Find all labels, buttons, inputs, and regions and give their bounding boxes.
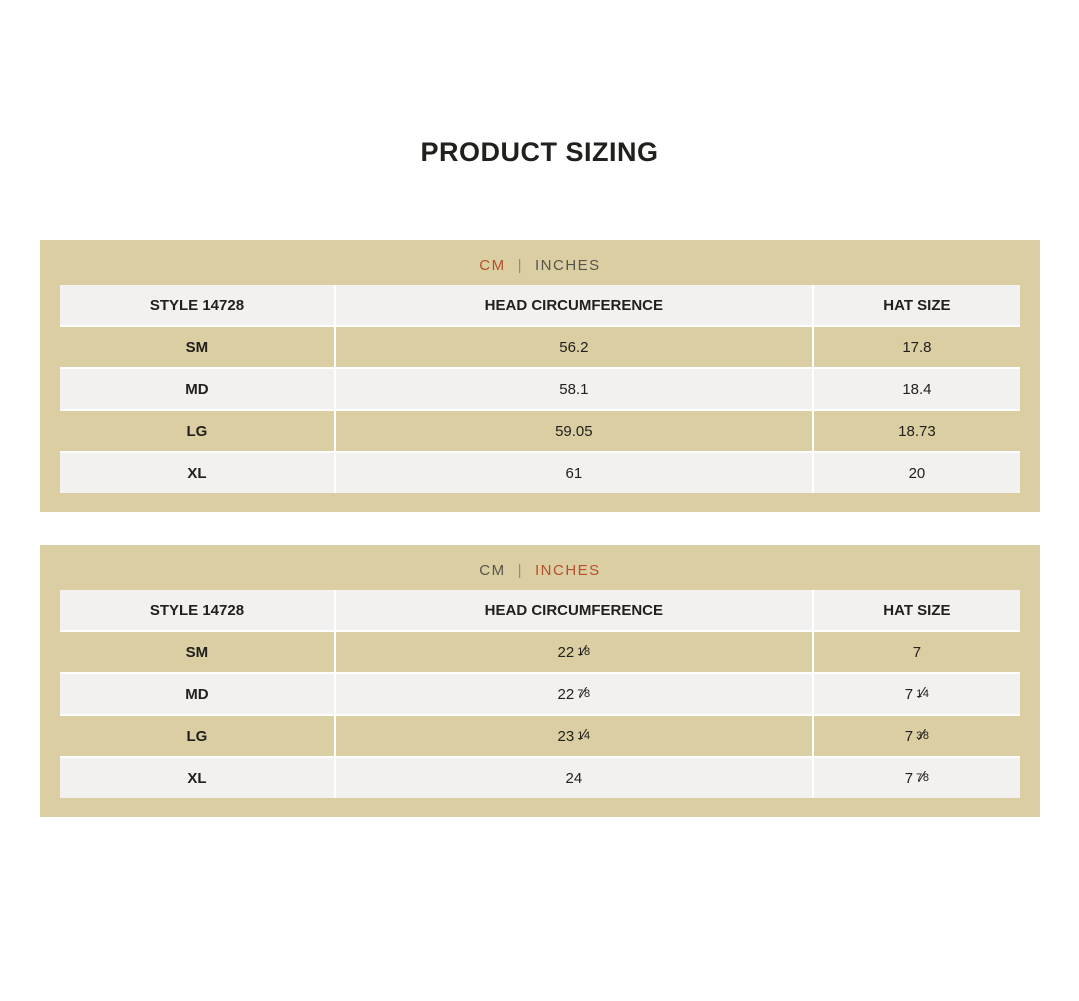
size-value-cell: 18.4 [814, 369, 1020, 409]
sizing-card-cm [40, 240, 1040, 512]
size-value-cell: 23 1 ⁄ 4 [336, 716, 812, 756]
unit-option-inches[interactable]: INCHES [535, 257, 601, 274]
size-value-cell: 22 1 ⁄ 8 [336, 632, 812, 672]
unit-toggle [60, 254, 1020, 278]
size-table-cm [60, 285, 1020, 493]
size-value-cell: 20 [814, 453, 1020, 493]
unit-option-cm[interactable]: CM [479, 562, 506, 579]
size-row-label: SM [60, 632, 334, 672]
size-value-cell: 17.8 [814, 327, 1020, 367]
size-row-label: LG [60, 716, 334, 756]
size-value-cell: 56.2 [336, 327, 812, 367]
size-value-cell: 7 7 ⁄ 8 [814, 758, 1020, 798]
size-value-cell: 18.73 [814, 411, 1020, 451]
size-value-cell: 61 [336, 453, 812, 493]
size-row-label: LG [60, 411, 334, 451]
column-header: STYLE 14728 [60, 285, 334, 325]
size-row-label: XL [60, 453, 334, 493]
size-value-cell: 7 3 ⁄ 8 [814, 716, 1020, 756]
unit-option-inches[interactable]: INCHES [535, 562, 601, 579]
unit-option-cm[interactable]: CM [479, 257, 506, 274]
size-row-label: MD [60, 674, 334, 714]
size-value-cell: 22 7 ⁄ 8 [336, 674, 812, 714]
size-value-cell: 7 [814, 632, 1020, 672]
size-row-label: MD [60, 369, 334, 409]
column-header: HEAD CIRCUMFERENCE [336, 590, 812, 630]
column-header: STYLE 14728 [60, 590, 334, 630]
size-row-label: SM [60, 327, 334, 367]
sizing-card-inches [40, 545, 1040, 817]
size-value-cell: 24 [336, 758, 812, 798]
column-header: HAT SIZE [814, 285, 1020, 325]
unit-toggle-divider: | [517, 257, 524, 274]
size-value-cell: 58.1 [336, 369, 812, 409]
size-table-inches [60, 590, 1020, 798]
size-value-cell: 59.05 [336, 411, 812, 451]
size-row-label: XL [60, 758, 334, 798]
unit-toggle-divider: | [517, 562, 524, 579]
column-header: HAT SIZE [814, 590, 1020, 630]
page-title: PRODUCT SIZING [420, 137, 659, 167]
size-value-cell: 7 1 ⁄ 4 [814, 674, 1020, 714]
column-header: HEAD CIRCUMFERENCE [336, 285, 812, 325]
unit-toggle [60, 559, 1020, 583]
